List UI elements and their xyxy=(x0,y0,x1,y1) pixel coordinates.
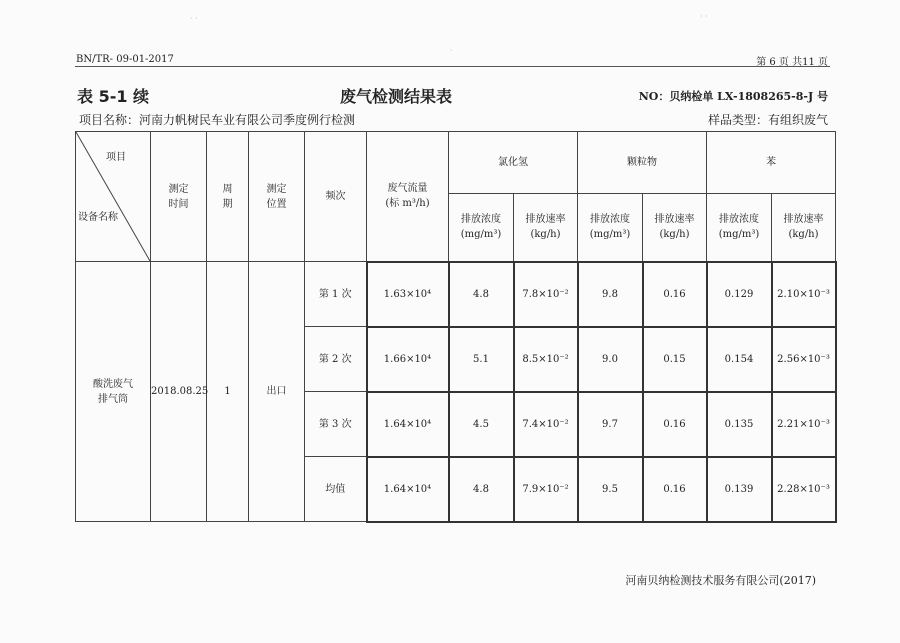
sub-header-rate: 排放速率 (kg/h) xyxy=(514,194,578,262)
document-code: BN/TR- 09-01-2017 xyxy=(76,54,174,65)
test-date-cell: 2018.08.25 xyxy=(151,262,207,522)
round-cell: 第 1 次 xyxy=(305,262,367,327)
sub-header-conc: 排放浓度 (mg/m³) xyxy=(449,194,514,262)
results-table xyxy=(75,131,837,523)
page-number: 第 6 页 共11 页 xyxy=(756,57,828,68)
flow-cell: 1.63×10⁴ xyxy=(367,262,449,327)
hcl-rate-cell: 8.5×10⁻² xyxy=(514,327,578,392)
device-name-cell: 酸洗废气 排气筒 xyxy=(76,262,151,522)
round-cell: 均值 xyxy=(305,457,367,522)
pm-conc-cell: 9.8 xyxy=(578,262,643,327)
hcl-conc-cell: 4.8 xyxy=(449,262,514,327)
hcl-rate-cell: 7.8×10⁻² xyxy=(514,262,578,327)
col-header-time: 测定 时间 xyxy=(151,132,207,262)
sub-header-rate: 排放速率 (kg/h) xyxy=(643,194,707,262)
project-name: 项目名称：河南力帆树民车业有限公司季度例行检测 xyxy=(79,113,356,127)
flow-cell: 1.66×10⁴ xyxy=(367,327,449,392)
benzene-rate-cell: 2.56×10⁻³ xyxy=(772,327,836,392)
table-title: 废气检测结果表 xyxy=(340,87,453,106)
benzene-conc-cell: 0.154 xyxy=(707,327,772,392)
round-cell: 第 3 次 xyxy=(305,392,367,457)
col-header-round: 频次 xyxy=(305,132,367,262)
pollutant-hcl-header: 氯化氢 xyxy=(449,132,578,194)
pm-conc-cell: 9.5 xyxy=(578,457,643,522)
diag-bottom-label: 设备名称 xyxy=(78,212,118,223)
pm-conc-cell: 9.0 xyxy=(578,327,643,392)
pm-rate-cell: 0.16 xyxy=(643,457,707,522)
hcl-rate-cell: 7.9×10⁻² xyxy=(514,457,578,522)
scan-speck: · · xyxy=(700,12,708,21)
location-cell: 出口 xyxy=(249,262,305,522)
col-header-flow: 废气流量 (标 m³/h) xyxy=(367,132,449,262)
period-cell: 1 xyxy=(207,262,249,522)
table-row xyxy=(76,262,836,327)
pm-conc-cell: 9.7 xyxy=(578,392,643,457)
table-number: 表 5-1 续 xyxy=(77,87,150,106)
diagonal-header-cell xyxy=(76,132,151,262)
flow-cell: 1.64×10⁴ xyxy=(367,392,449,457)
col-header-period: 周 期 xyxy=(207,132,249,262)
sub-header-conc: 排放浓度 (mg/m³) xyxy=(707,194,772,262)
pollutant-pm-header: 颗粒物 xyxy=(578,132,707,194)
pm-rate-cell: 0.16 xyxy=(643,262,707,327)
header-row-1 xyxy=(76,132,836,194)
pm-rate-cell: 0.16 xyxy=(643,392,707,457)
pollutant-benzene-header: 苯 xyxy=(707,132,836,194)
hcl-conc-cell: 4.5 xyxy=(449,392,514,457)
benzene-rate-cell: 2.21×10⁻³ xyxy=(772,392,836,457)
benzene-rate-cell: 2.28×10⁻³ xyxy=(772,457,836,522)
header-rule xyxy=(75,66,830,67)
hcl-conc-cell: 5.1 xyxy=(449,327,514,392)
col-header-location: 测定 位置 xyxy=(249,132,305,262)
company-footer: 河南贝纳检测技术服务有限公司(2017) xyxy=(625,574,816,587)
sub-header-conc: 排放浓度 (mg/m³) xyxy=(578,194,643,262)
sub-header-rate: 排放速率 (kg/h) xyxy=(772,194,836,262)
diag-top-label: 项目 xyxy=(106,152,126,163)
benzene-conc-cell: 0.135 xyxy=(707,392,772,457)
hcl-rate-cell: 7.4×10⁻² xyxy=(514,392,578,457)
hcl-conc-cell: 4.8 xyxy=(449,457,514,522)
scan-speck: · xyxy=(450,46,453,55)
round-cell: 第 2 次 xyxy=(305,327,367,392)
pm-rate-cell: 0.15 xyxy=(643,327,707,392)
benzene-conc-cell: 0.139 xyxy=(707,457,772,522)
flow-cell: 1.64×10⁴ xyxy=(367,457,449,522)
sample-type: 样品类型：有组织废气 xyxy=(707,113,828,127)
benzene-rate-cell: 2.10×10⁻³ xyxy=(772,262,836,327)
report-number: NO：贝纳检单 LX-1808265-8-J 号 xyxy=(638,90,828,103)
scan-speck: · · xyxy=(190,14,198,23)
benzene-conc-cell: 0.129 xyxy=(707,262,772,327)
